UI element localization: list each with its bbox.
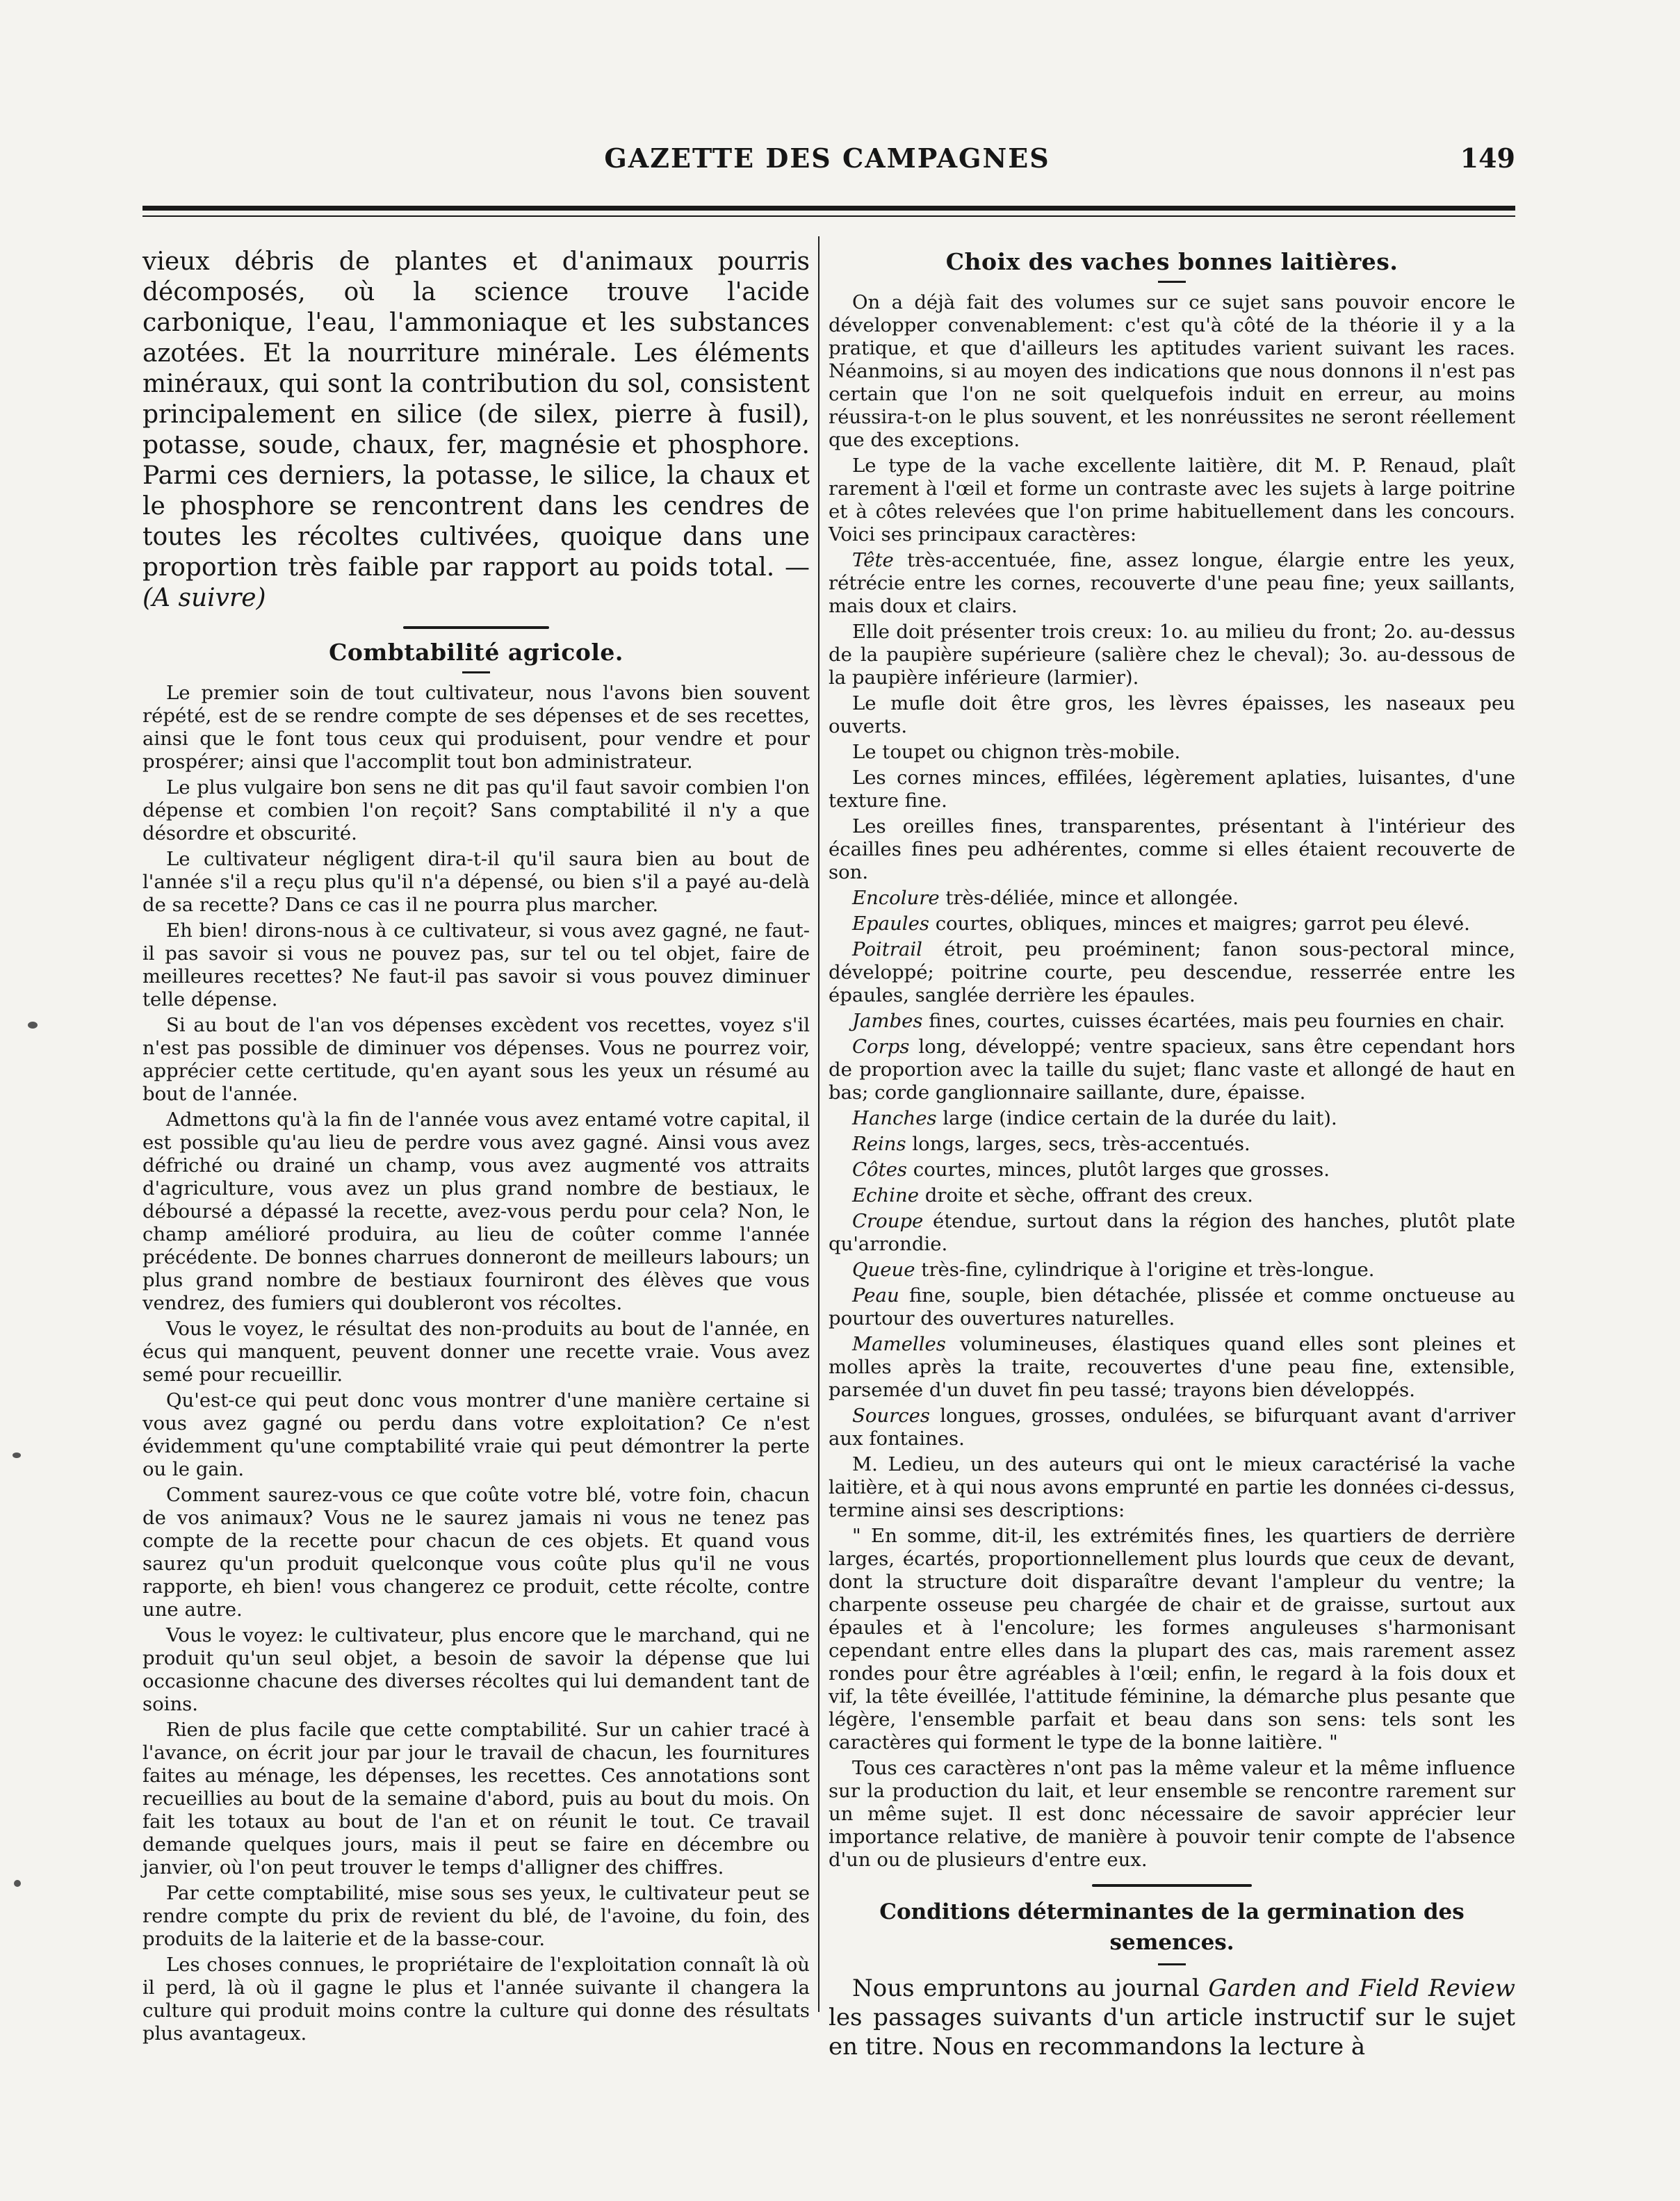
trait-description: très-accentuée, fine, assez longue, élargie entre les yeux, rétrécie entre les cornes, recouverte d'une peau fine; yeux saillants, mais doux et clairs.: [829, 549, 1515, 617]
trait-term: Mamelles: [852, 1333, 946, 1355]
trait-term: Epaules: [852, 913, 929, 935]
running-head: [139, 142, 1515, 184]
journal-title: Garden and Field Review: [1208, 1974, 1515, 2002]
article-paragraph: Eh bien! dirons-nous à ce cultivateur, si vous avez gagné, ne faut-il pas savoir si vous ne pouvez pas, sur tel ou tel objet, faire de meilleures recettes? Ne faut-il pas savoir si vous pouvez diminuer telle dépense.: [142, 919, 810, 1011]
title-dash: [462, 671, 490, 673]
trait-description: long, développé; ventre spacieux, sans être cependant hors de proportion avec la taille du sujet; flanc vaste et allongé de haut en bas; corde ganglionnaire saillante, dure, épaisse.: [829, 1036, 1515, 1104]
trait-description: fine, souple, bien détachée, plissée et comme onctueuse au pourtour des ouvertures naturelles.: [829, 1284, 1515, 1329]
trait-item: [829, 1284, 1515, 1330]
scan-speck: [13, 1453, 21, 1458]
trait-description: Le toupet ou chignon très-mobile.: [852, 741, 1181, 763]
trait-item: [829, 1159, 1515, 1181]
article-paragraph: Le plus vulgaire bon sens ne dit pas qu'il faut savoir combien l'on dépense et combien l'on reçoit? Sans comptabilité il n'y a que désordre et obscurité.: [142, 776, 810, 844]
right-column: [829, 247, 1515, 2061]
article-paragraph: Comment saurez-vous ce que coûte votre blé, votre foin, chacun de vos animaux? Vous ne le saurez jamais ni vous ne tenez pas compte de la recette pour chacun de ces objets. Et quand vous saurez qu'un produit quelconque vous coûte plus qu'il ne vous rapporte, eh bien! vous changerez ce produit, cette récolte, contre une autre.: [142, 1484, 810, 1621]
trait-description: étroit, peu proéminent; fanon sous-pectoral mince, développé; poitrine courte, peu descendue, resserrée entre les épaules, sanglée derrière les épaules.: [829, 938, 1515, 1006]
article-paragraph: Admettons qu'à la fin de l'année vous avez entamé votre capital, il est possible qu'au lieu de perdre vous avez gagné. Ainsi vous avez défriché ou drainé un champ, vous avez augmenté vos attraits d'agriculture, vous avez un plus grand nombre de bestiaux, le déboursé a dépassé la recette, avez-vous perdu pour cela? Non, le champ amélioré produira, au lieu de coûter comme l'année précédente. De bonnes charrues donneront de meilleurs labours; un plus grand nombre de bestiaux fourniront des élèves que vous vendrez, des fumiers qui doubleront vos récoltes.: [142, 1108, 810, 1314]
a-suivre-note: (A suivre): [142, 584, 266, 612]
header-rule-thick: [142, 206, 1515, 211]
trait-term: Reins: [852, 1133, 906, 1155]
trait-term: Tête: [852, 549, 894, 571]
left-column: [142, 247, 810, 2048]
trait-description: Les cornes minces, effilées, légèrement aplaties, luisantes, d'une texture fine.: [829, 767, 1515, 812]
section-title-comptabilite: Combtabilité agricole.: [329, 639, 623, 666]
trait-description: droite et sèche, offrant des creux.: [918, 1184, 1253, 1206]
trait-description: fines, courtes, cuisses écartées, mais peu fournies en chair.: [922, 1010, 1506, 1032]
article-paragraph: Vous le voyez: le cultivateur, plus encore que le marchand, qui ne produit qu'un seul objet, a besoin de savoir la dépense que lui occasionne chacune des diverses récoltes qui lui demandent tant de soins.: [142, 1624, 810, 1715]
trait-description: courtes, obliques, minces et maigres; garrot peu élevé.: [929, 913, 1470, 935]
publication-title: GAZETTE DES CAMPAGNES: [604, 142, 1050, 174]
article-paragraph: Par cette comptabilité, mise sous ses yeux, le cultivateur peut se rendre compte du prix de revient du blé, de l'avoine, du foin, des produits de la laiterie et de la basse-cour.: [142, 1882, 810, 1950]
trait-item: [829, 1333, 1515, 1402]
trait-item: [829, 1036, 1515, 1104]
trait-description: Le mufle doit être gros, les lèvres épaisses, les naseaux peu ouverts.: [829, 692, 1515, 737]
trait-term: Croupe: [852, 1210, 924, 1232]
column-divider: [818, 236, 819, 2012]
trait-item: [829, 913, 1515, 935]
trait-item: [829, 938, 1515, 1007]
trait-item: [829, 1133, 1515, 1156]
trait-description: étendue, surtout dans la région des hanches, plutôt plate qu'arrondie.: [829, 1210, 1515, 1255]
article-paragraph: M. Ledieu, un des auteurs qui ont le mieux caractérisé la vache laitière, et à qui nous avons emprunté en partie les données ci-dessus, termine ainsi ses descriptions:: [829, 1453, 1515, 1521]
article-paragraph: On a déjà fait des volumes sur ce sujet sans pouvoir encore le développer convenablement: c'est qu'à côté de la théorie il y a la pratique, et que d'ailleurs les aptitudes varient suivant les races. Néanmoins, si au moyen des indications que nous donnons il n'est pas certain que l'on ne soit quelquefois induit en erreur, au moins réussira-t-on le plus souvent, et les nonréussites ne seront réellement que des exceptions.: [829, 291, 1515, 451]
article-paragraph: Rien de plus facile que cette comptabilité. Sur un cahier tracé à l'avance, on écrit jour par jour le travail de chacun, les fournitures faites au ménage, les dépenses, les recettes. Ces annotations sont recueillies au bout de la semaine d'abord, puis au bout du mois. On fait les totaux au bout de l'an et on réunit le tout. Ce travail demande quelques jours, mais il peut se faire en décembre ou janvier, où l'on peut trouver le temps d'alligner des chiffres.: [142, 1719, 810, 1879]
trait-description: très-fine, cylindrique à l'origine et très-longue.: [915, 1259, 1375, 1281]
continued-article-text: vieux débris de plantes et d'animaux pourris décomposés, où la science trouve l'acide carbonique, l'eau, l'ammoniaque et les substances azotées. Et la nourriture minérale. Les éléments minéraux, qui sont la contribution du sol, consistent principalement en silice (de silex, pierre à fusil), potasse, soude, chaux, fer, magnésie et phosphore. Parmi ces derniers, la potasse, le silice, la chaux et le phosphore se rencontrent dans les cendres de toutes les récoltes cultivées, quoique dans une proportion très faible par rapport au poids total. —: [142, 247, 810, 582]
article-paragraph: Qu'est-ce qui peut donc vous montrer d'une manière certaine si vous avez gagné ou perdu dans votre exploitation? Ce n'est évidemment qu'une comptabilité vraie qui peut démontrer la perte ou le gain.: [142, 1389, 810, 1480]
trait-term: Hanches: [852, 1107, 937, 1129]
article-paragraph: Tous ces caractères n'ont pas la même valeur et la même influence sur la production du lait, et leur ensemble se rencontre rarement sur un même sujet. Il est donc nécessaire de savoir apprécier leur importance relative, de manière à pouvoir tenir compte de l'absence d'un ou de plusieurs d'entre eux.: [829, 1757, 1515, 1871]
trait-item: [829, 692, 1515, 738]
trait-term: Echine: [852, 1184, 919, 1206]
trait-description: large (indice certain de la durée du lait).: [936, 1107, 1337, 1129]
article-paragraph: Si au bout de l'an vos dépenses excèdent vos recettes, voyez s'il n'est pas possible de diminuer vos dépenses. Vous ne pourrez voir, apprécier cette certitude, qu'en ayant sous les yeux un résumé au bout de l'année.: [142, 1014, 810, 1105]
article-paragraph: Le type de la vache excellente laitière, dit M. P. Renaud, plaît rarement à l'œil et forme un contraste avec les sujets à large poitrine et à côtes relevées que l'on prime habituellement dans les concours. Voici ses principaux caractères:: [829, 455, 1515, 546]
trait-term: Peau: [852, 1284, 899, 1307]
trait-item: [829, 1405, 1515, 1450]
page-number: 149: [1460, 142, 1515, 174]
trait-item: [829, 1184, 1515, 1207]
article-paragraph: Le premier soin de tout cultivateur, nous l'avons bien souvent répété, est de se rendre compte de ses dépenses et de ses recettes, ainsi que le font tous ceux qui produisent, pour vendre et pour prospérer; ainsi que l'accomplit tout bon administrateur.: [142, 682, 810, 773]
title-dash: [1158, 1963, 1186, 1965]
article-paragraph: Les choses connues, le propriétaire de l'exploitation connaît là où il perd, là où il gagne le plus et l'année suivante il changera la culture qui produit moins contre la culture qui donne des résultats plus avantageux.: [142, 1954, 810, 2045]
trait-term: Corps: [852, 1036, 910, 1058]
section-title-germination: Conditions déterminantes de la germination des semences.: [879, 1899, 1465, 1955]
section-title-vaches: Choix des vaches bonnes laitières.: [945, 248, 1398, 275]
germination-intro-post: les passages suivants d'un article instructif sur le sujet en titre. Nous en recommandons la lecture à: [829, 2004, 1515, 2061]
trait-item: [829, 741, 1515, 764]
scan-speck: [28, 1022, 38, 1029]
germination-intro-pre: Nous empruntons au journal: [852, 1974, 1209, 2002]
trait-item: [829, 549, 1515, 618]
trait-description: longs, larges, secs, très-accentués.: [906, 1133, 1250, 1155]
trait-item: [829, 887, 1515, 910]
trait-term: Encolure: [852, 887, 940, 909]
continued-article: [142, 247, 810, 614]
trait-description: longues, grosses, ondulées, se bifurquant avant d'arriver aux fontaines.: [829, 1405, 1515, 1450]
trait-item: [829, 815, 1515, 884]
trait-description: Les oreilles fines, transparentes, présentant à l'intérieur des écailles fines peu adhérentes, comme si elles étaient recouverte de son.: [829, 815, 1515, 883]
trait-description: courtes, minces, plutôt larges que grosses.: [907, 1159, 1330, 1181]
header-rule-thin: [142, 215, 1515, 217]
trait-term: Poitrail: [852, 938, 922, 960]
section-separator: [1092, 1884, 1252, 1887]
trait-term: Jambes: [852, 1010, 923, 1032]
article-paragraph: Vous le voyez, le résultat des non-produits au bout de l'année, en écus qui manquent, peuvent donner une recette vraie. Vous avez semé pour recueillir.: [142, 1318, 810, 1386]
article-paragraph: Le cultivateur négligent dira-t-il qu'il saura bien au bout de l'année s'il a reçu plus qu'il n'a dépensé, ou bien s'il a payé au-delà de sa recette? Dans ce cas il ne pourra plus marcher.: [142, 848, 810, 916]
trait-term: Queue: [852, 1259, 915, 1281]
trait-item: [829, 1010, 1515, 1033]
title-dash: [1158, 281, 1186, 283]
trait-description: très-déliée, mince et allongée.: [939, 887, 1239, 909]
trait-item: [829, 1210, 1515, 1256]
trait-item: [829, 767, 1515, 812]
trait-item: [829, 1259, 1515, 1282]
traits-list: [829, 549, 1515, 1450]
germination-intro: [829, 1974, 1515, 2061]
scan-speck: [14, 1880, 21, 1887]
section-separator: [403, 626, 549, 629]
trait-item: [829, 621, 1515, 689]
trait-item: [829, 1107, 1515, 1130]
trait-term: Côtes: [852, 1159, 908, 1181]
quotation: " En somme, dit-il, les extrémités fines, les quartiers de derrière larges, écartés, proportionnellement plus lourds que ceux de devant, dont la structure doit disparaître devant l'ampleur du ventre; la charpente osseuse peu chargée de chair et de graisse, surtout aux épaules et à l'encolure; les formes anguleuses s'harmonisant cependant entre elles dans la plupart des cas, mais rarement assez rondes pour être agréables à l'œil; enfin, le regard à la fois doux et vif, la tête éveillée, l'attitude féminine, la démarche plus pesante que légère, l'ensemble parfait et beau dans son sens: tels sont les caractères qui forment le type de la bonne laitière. ": [829, 1525, 1515, 1753]
trait-term: Sources: [852, 1405, 931, 1427]
trait-description: volumineuses, élastiques quand elles sont pleines et molles après la traite, recouvertes d'une peau fine, extensible, parsemée d'un duvet fin peu tassé; trayons bien développés.: [829, 1333, 1515, 1401]
trait-description: Elle doit présenter trois creux: 1o. au milieu du front; 2o. au-dessus de la paupière supérieure (salière chez le cheval); 3o. au-dessous de la paupière inférieure (larmier).: [829, 621, 1515, 689]
